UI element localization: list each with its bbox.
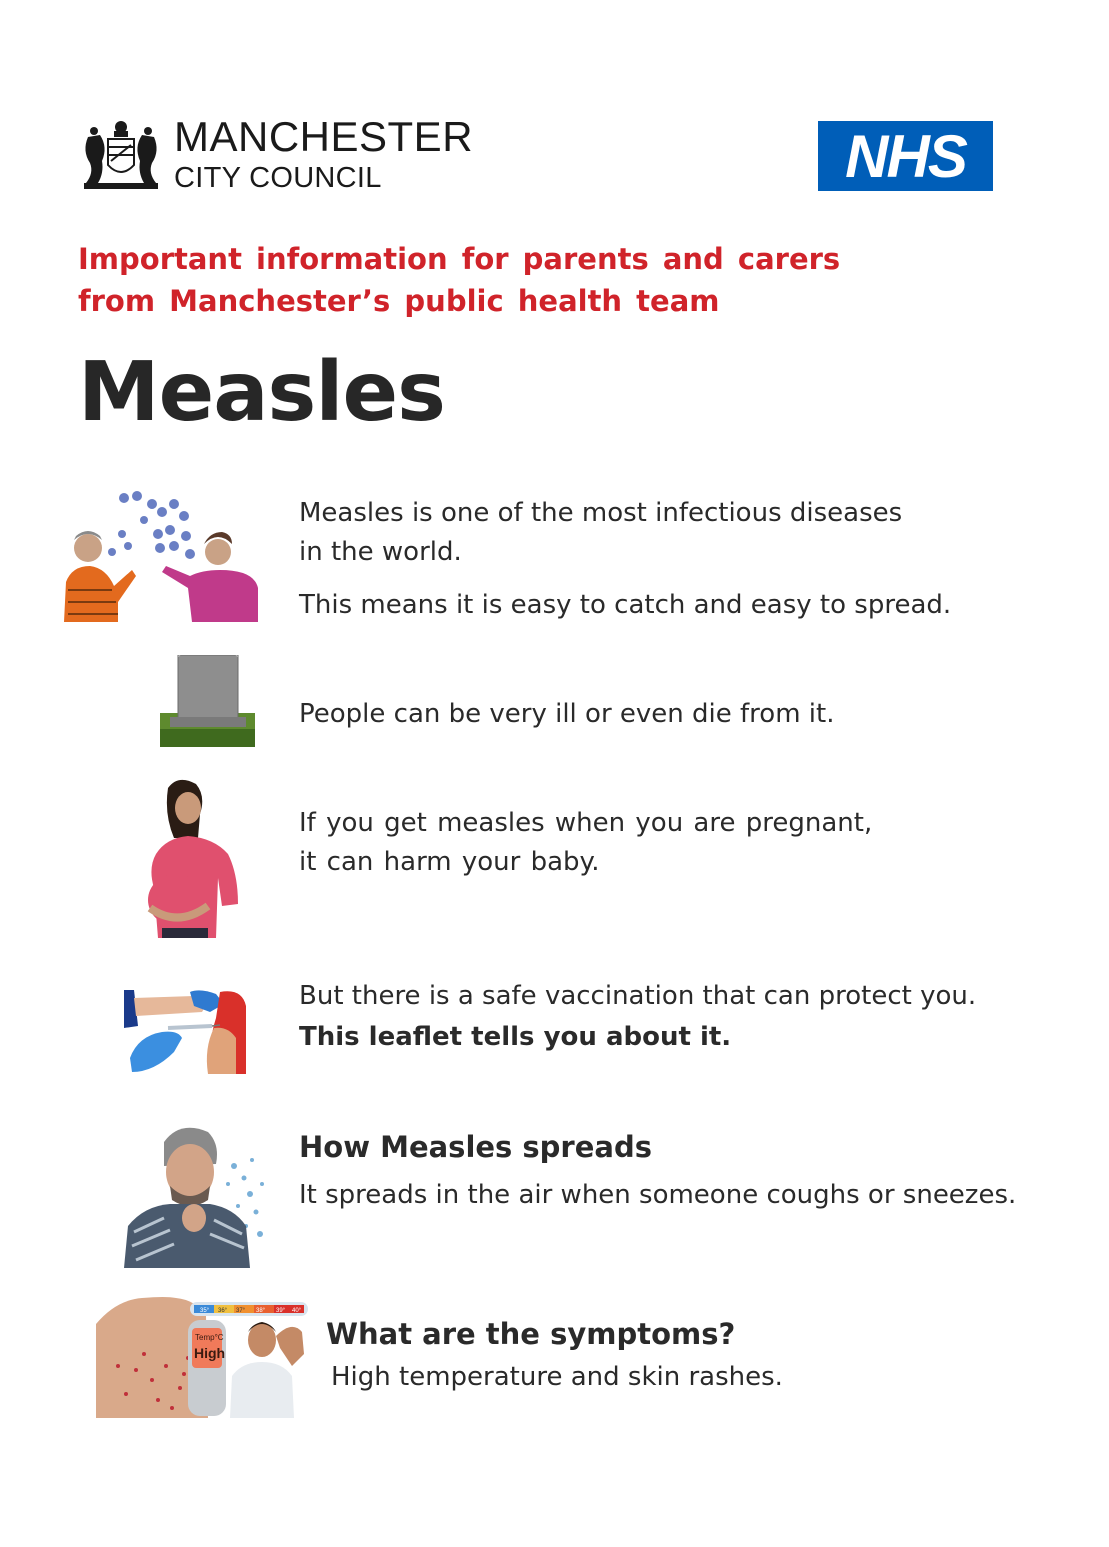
page-title: Measles [78,345,445,440]
infectious-line-1: Measles is one of the most infectious diseases [299,498,903,528]
scale-label-39: 39° [276,1308,286,1314]
scale-label-37: 37° [236,1308,246,1314]
nhs-logo-text: NHS [845,123,966,190]
council-crest-icon [78,117,164,193]
thermo-label: Temp°C [195,1333,224,1342]
scale-label-40: 40° [292,1308,302,1314]
nhs-logo [818,121,993,191]
intro-line-2: from Manchester’s public health team [78,284,720,318]
council-name-line1: MANCHESTER [174,113,474,160]
section-spread [299,1130,1016,1215]
section-infectious [299,494,951,625]
thermo-value: High [194,1345,226,1361]
vaccination-line-1: But there is a safe vaccination that can protect you. [299,981,977,1011]
section-illness [299,695,834,734]
symptoms-heading: What are the symptoms? [326,1317,736,1351]
intro-line-1: Important information for parents and carers [78,242,841,276]
intro-subheading [78,238,878,322]
section-pregnancy [299,804,872,882]
spread-heading: How Measles spreads [299,1130,652,1164]
scale-label-36: 36° [218,1308,228,1314]
section-symptoms [326,1317,783,1397]
council-logo-text [174,113,474,194]
pregnant-woman-icon [138,778,242,940]
gravestone-icon [160,655,255,747]
spread-line-1: It spreads in the air when someone coughs or sneezes. [299,1180,1017,1210]
pregnancy-line-2: it can harm your baby. [299,847,600,877]
scale-label-35: 35° [200,1308,210,1314]
symptoms-line-1: High temperature and skin rashes. [331,1362,783,1392]
people-talking-germs-icon [62,490,262,626]
council-name-line2: CITY COUNCIL [174,162,382,194]
infectious-line-2: in the world. [299,537,462,567]
vaccination-icon [124,988,246,1074]
illness-line-1: People can be very ill or even die from it. [299,699,835,729]
vaccination-line-2: This leaflet tells you about it. [299,1022,732,1052]
man-coughing-icon [124,1122,270,1268]
scale-label-38: 38° [256,1308,266,1314]
pregnancy-line-1: If you get measles when you are pregnant, [299,808,873,838]
symptoms-rash-thermometer-icon [96,1296,310,1418]
infectious-line-3: This means it is easy to catch and easy to spread. [299,590,952,620]
section-vaccination [299,977,976,1057]
